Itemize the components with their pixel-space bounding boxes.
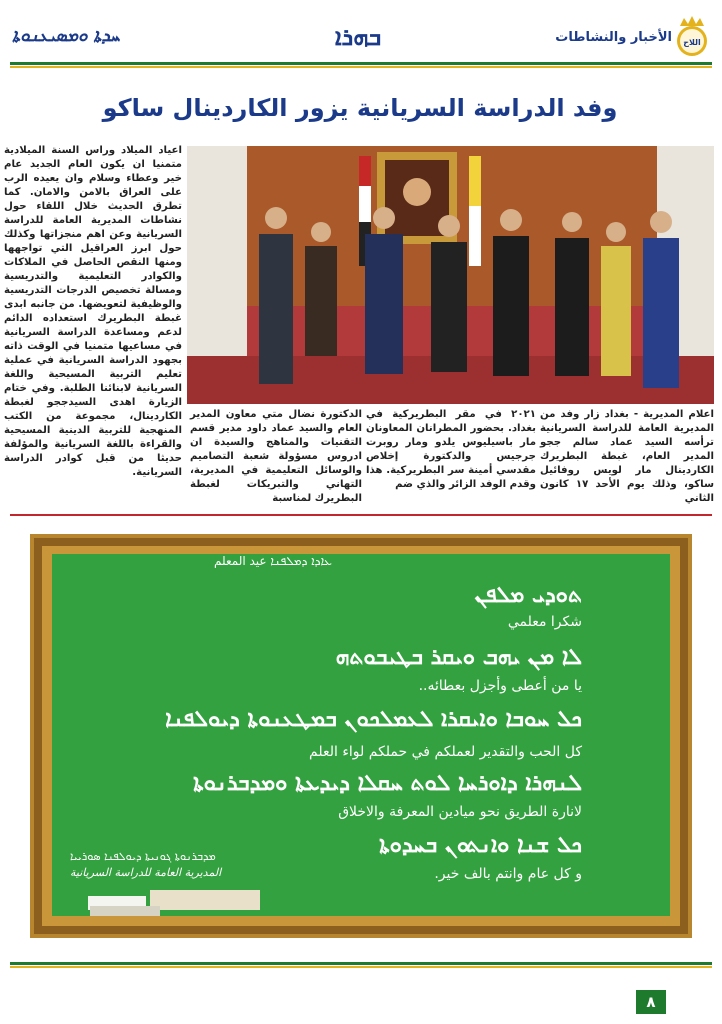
header-left-title: ܚܕܬܐ ܘܡܣܝܥܢܘܬܐ xyxy=(12,26,121,46)
board-line5-arabic: و كل عام وانتم بالف خير. xyxy=(434,866,582,882)
board-line2-arabic: يا من أعطى وأجزل بعطائه.. xyxy=(418,678,582,694)
chalkboard-poster xyxy=(30,534,692,938)
section-divider xyxy=(10,514,712,516)
board-top-label: ܥܐܕܐ ܕܡܠܦܢܐ عيد المعلم xyxy=(214,554,332,568)
header-magazine-name: ܒܗܪܐ xyxy=(334,22,382,51)
board-signature-arabic: المديرية العامة للدراسة السريانية xyxy=(70,866,222,879)
article-column-2: ٢٠٢١ في مقر البطريركية في بغداد. بحضور المطرانان المعاونان مار باسيليوس يلدو ومار روبرت جرجيس والدكتورة إخلاص مقدسي أمينة سر البطريركية. هذا وقدم الوفد الزائر والذي ضم xyxy=(366,409,536,490)
footer-divider-gold xyxy=(10,966,712,968)
board-signature-syriac: ܡܕܒܪܢܘܬܐ ܓܘܢܝܬܐ ܕܝܘܠܦܢܐ ܣܘܪܝܝܐ xyxy=(70,850,216,863)
article-column-right: اعياد الميلاد وراس السنة الميلادية متمنيا ان يكون العام الجديد عام خير وعطاء وسلام وان يعيده الرب على العراق بالامن والامان. كما تطرق الحديث خلال اللقاء حول نشاطات المديرية العامة للدراسة السريانية وعن اهم منجزاتها وكذلك حول ابرز العراقيل التي تواجهها ومنها النقص الحاصل في الملاكات والكوادر التعليمية والتدريسية ومسالة تخصيص الدرجات التدريسية والوظيفية لتعويضها. من جانبه ابدى غبطة البطريرك استعداده الدائم لدعم ومساعدة الدراسة السريانية في مساعيها متمنيا في الوقت ذاته بجهود الدراسة السريانية في عملية تعليم التربية المسيحية واللغة السريانية لابنائنا الطلبة. وفي ختام الزيارة اهدى السيدججو لغبطة الكاردينال، مجموعة من الكتب المنهجية للتربية الدينية المسيحية والقراءة باللغة السريانية والمؤلفة حديثا من قبل كوادر الدراسة السريانية. xyxy=(4,145,182,478)
group-photo xyxy=(187,146,714,404)
board-line2-syriac: ܠܐ ܡܢ ܝܗܒ ܘܝܩܪ ܒܛܝܒܘܬܗ xyxy=(335,644,582,670)
board-line4-arabic: لانارة الطريق نحو ميادين المعرفة والاخلاق xyxy=(338,804,582,820)
board-line3-arabic: كل الحب والتقدير لعملكم في حملكم لواء العلم xyxy=(309,744,582,760)
magazine-logo xyxy=(672,14,712,58)
logo-text: اللاح xyxy=(683,38,701,47)
article-column-1: اعلام المديرية - بغداد زار وفد من المديرية العامة للدراسة السريانية ترأسه السيد عماد سالم ججو المدير العام، غبطة البطريرك الكاردينال مار لويس روفائيل ساكو، وذلك يوم الأحد ١٧ كانون الثاني xyxy=(540,409,714,504)
header-divider-gold xyxy=(10,66,712,68)
board-line1-syriac: ܬܘܕܝ ܡܠܦܢ xyxy=(474,582,582,608)
page-number: ٨ xyxy=(636,990,666,1014)
board-line5-syriac: ܟܠ ܫܢܐ ܘܐܢܬܘܢ ܒܚܕܘܬܐ xyxy=(379,832,582,858)
board-line4-syriac: ܠܢܗܪܐ ܕܐܘܪܚܐ ܠܘܬ ܚܩܠܐ ܕܝܕܥܬܐ ܘܡܕܒܪܢܘܬܐ xyxy=(193,770,582,796)
board-line1-arabic: شكرا معلمي xyxy=(507,614,582,630)
article-title: وفد الدراسة السريانية يزور الكاردينال ساكو xyxy=(102,94,618,122)
header-divider-green xyxy=(10,62,712,65)
article-column-3: الدكتورة نضال متي معاون المدير العام والسيد عماد داود مدير قسم التقنيات والمناهج والسيدة ان ادروس مسؤولة شعبة التصاميم والوسائل التعليمية في المديرية، التهاني والتبريكات لغبطة البطريرك لمناسبة xyxy=(190,409,362,504)
footer-divider-green xyxy=(10,962,712,965)
board-line3-syriac: ܟܠ ܚܘܒܐ ܘܐܝܩܪܐ ܠܥܡܠܟܘܢ ܒܡܛܥܢܘܬܐ ܕܝܘܠܦܢܐ xyxy=(165,706,582,732)
header-section-title: الأخبار والنشاطات xyxy=(555,30,672,45)
